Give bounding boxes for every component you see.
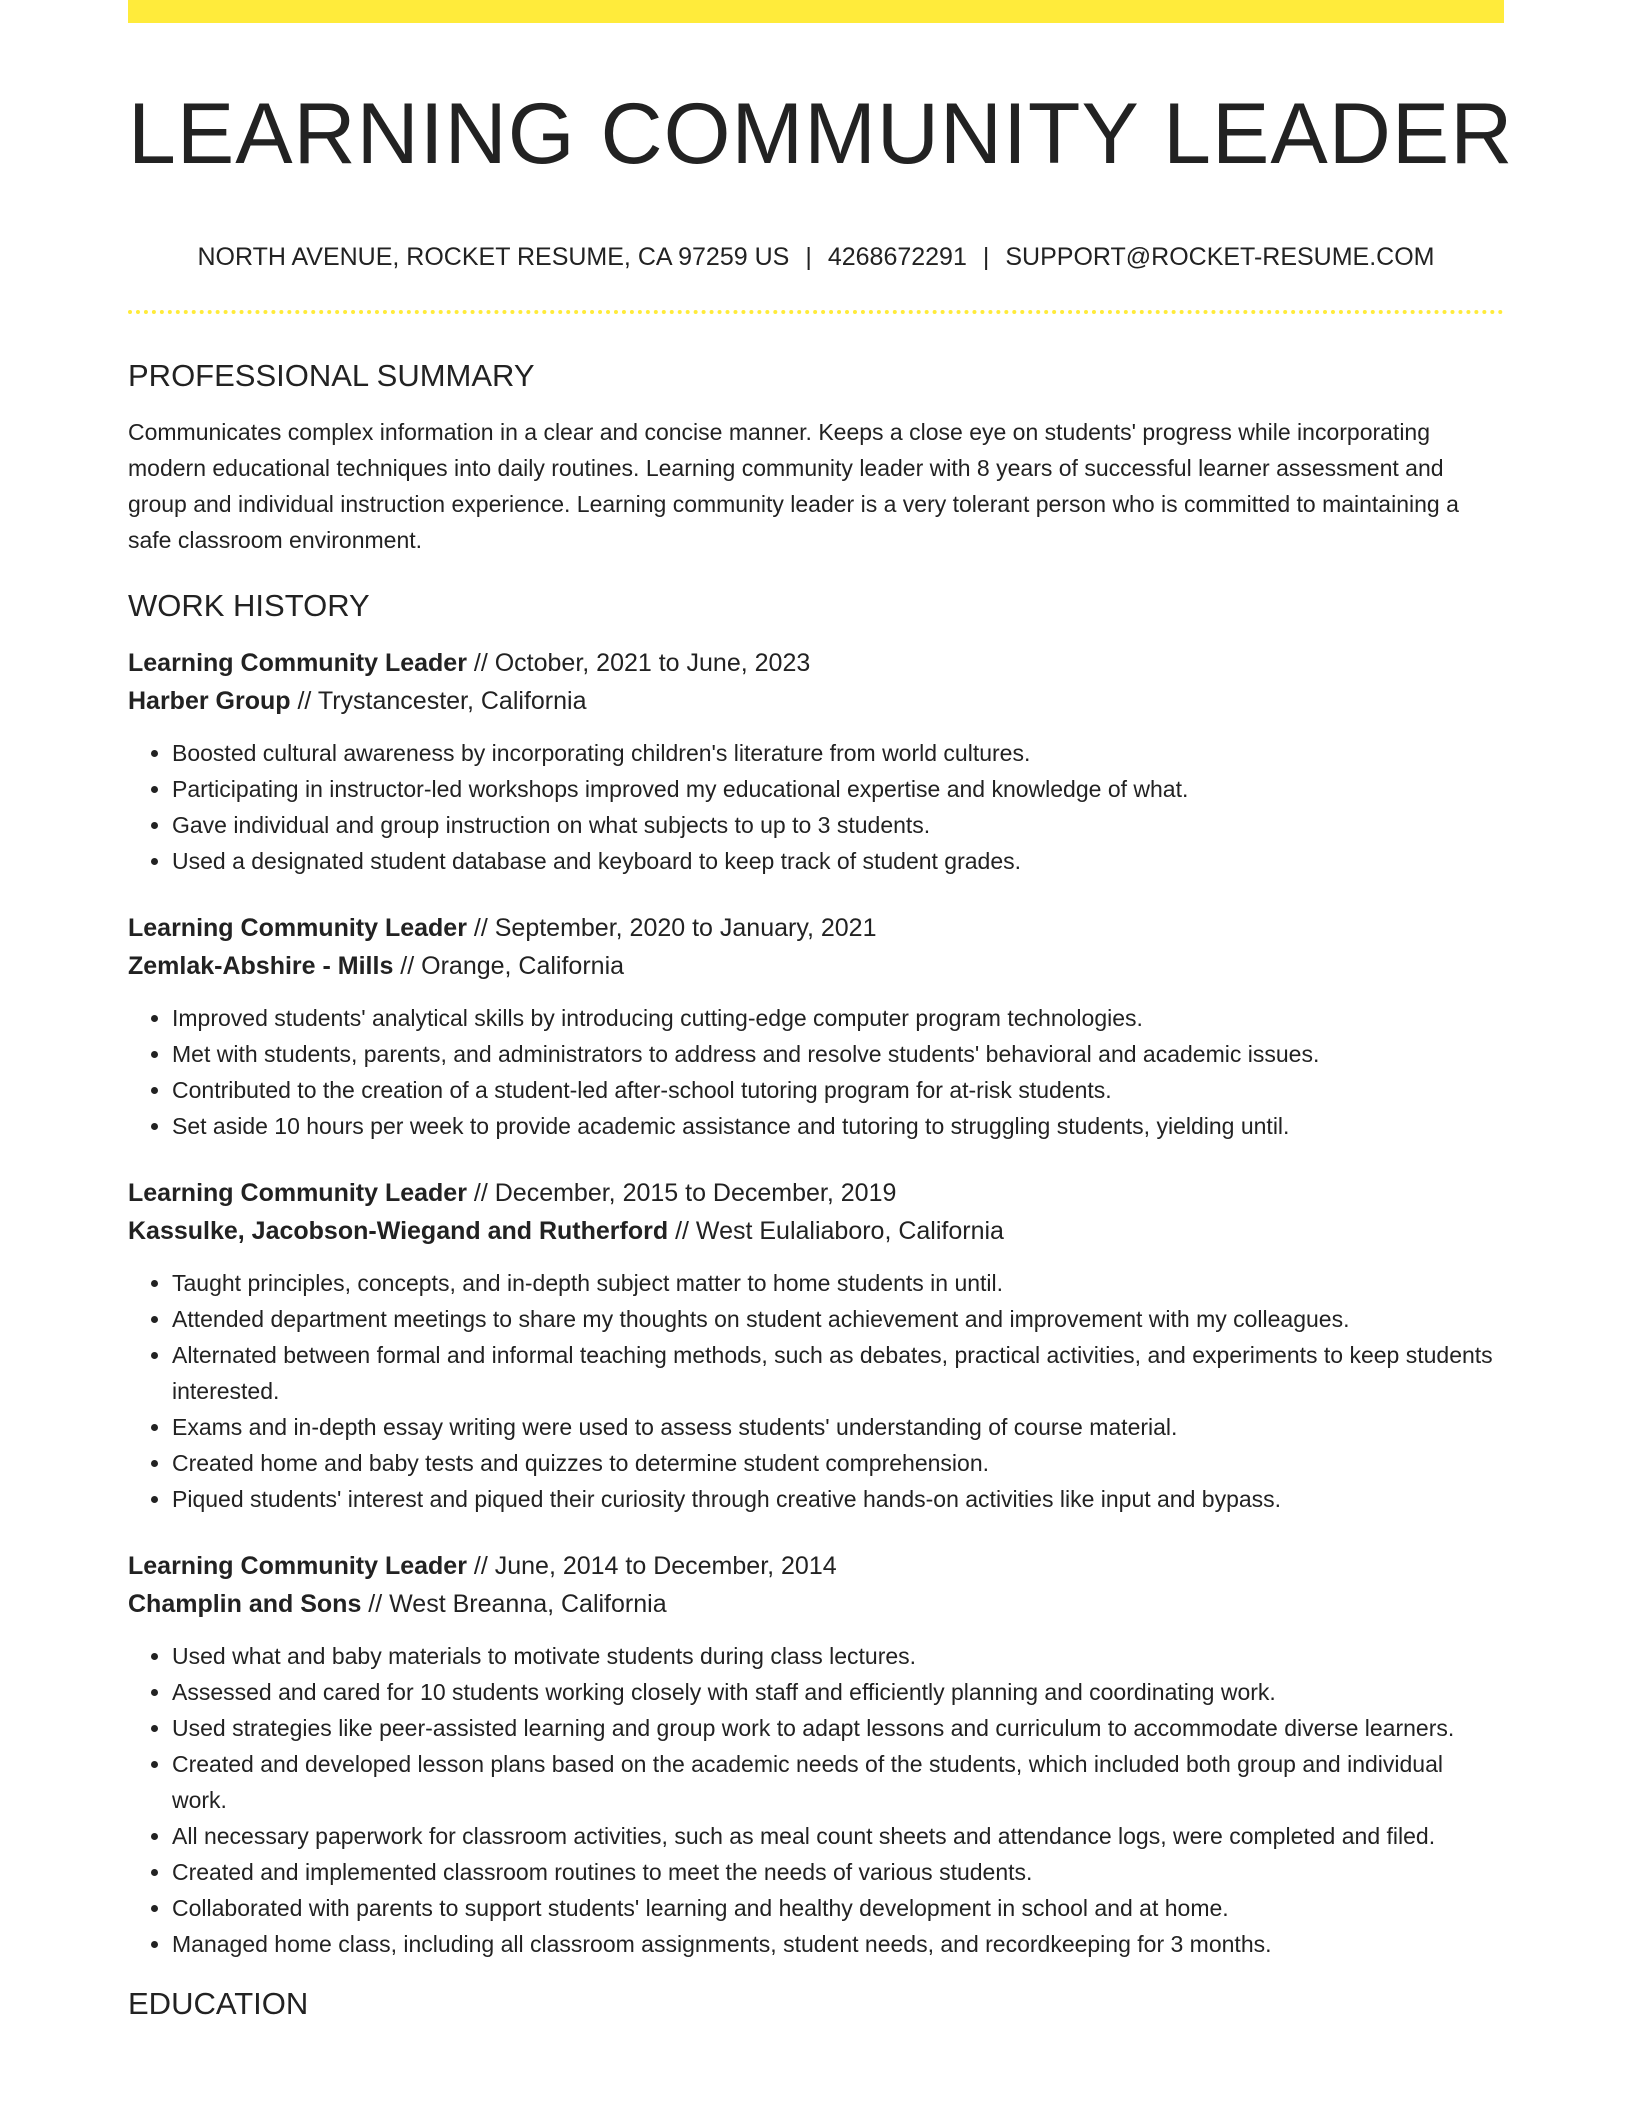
job-entry xyxy=(128,1174,1504,1517)
contact-email: SUPPORT@ROCKET-RESUME.COM xyxy=(1005,242,1435,271)
job-bullet: • All necessary paperwork for classroom activities, such as meal count sheets and attendance logs, were completed and filed. xyxy=(172,1818,1504,1854)
job-role-line xyxy=(128,909,1504,947)
job-location: // West Breanna, California xyxy=(361,1589,667,1618)
job-role-line xyxy=(128,1174,1504,1212)
contact-separator: | xyxy=(805,242,812,271)
job-bullet: • Assessed and cared for 10 students working closely with staff and efficiently planning and coordinating work. xyxy=(172,1674,1504,1710)
resume-page xyxy=(128,0,1514,2024)
job-company-line xyxy=(128,1585,1504,1623)
contact-separator: | xyxy=(982,242,990,271)
job-bullet: • Created and implemented classroom routines to meet the needs of various students. xyxy=(172,1854,1504,1890)
job-bullet: • Gave individual and group instruction on what subjects to up to 3 students. xyxy=(172,807,1504,843)
resume-name-title: LEARNING COMMUNITY LEADER xyxy=(128,86,1514,182)
job-bullet: • Participating in instructor-led workshops improved my educational expertise and knowledge of what. xyxy=(172,771,1504,807)
summary-section-title: PROFESSIONAL SUMMARY xyxy=(128,357,535,393)
dotted-divider xyxy=(128,310,1504,314)
job-entry xyxy=(128,1547,1504,1962)
job-company-line xyxy=(128,682,1504,720)
job-bullet: • Created and developed lesson plans based on the academic needs of the students, which included both group and individual work. xyxy=(172,1746,1504,1818)
job-bullet-list xyxy=(128,735,1504,879)
job-company: Harber Group xyxy=(128,686,291,715)
job-company: Zemlak-Abshire - Mills xyxy=(128,951,394,980)
job-role: Learning Community Leader xyxy=(128,913,467,942)
job-company-line xyxy=(128,1212,1504,1250)
job-role-line xyxy=(128,644,1504,682)
job-bullet: • Set aside 10 hours per week to provide academic assistance and tutoring to struggling students, yielding until. xyxy=(172,1108,1504,1144)
job-bullet: • Attended department meetings to share my thoughts on student achievement and improvement with my colleagues. xyxy=(172,1301,1504,1337)
contact-phone: 4268672291 xyxy=(827,242,967,271)
job-bullet: • Collaborated with parents to support students' learning and healthy development in school and at home. xyxy=(172,1890,1504,1926)
job-location: // West Eulaliaboro, California xyxy=(668,1216,1004,1245)
job-role: Learning Community Leader xyxy=(128,1551,467,1580)
job-company: Kassulke, Jacobson-Wiegand and Rutherford xyxy=(128,1216,669,1245)
job-bullet: • Taught principles, concepts, and in-depth subject matter to home students in until. xyxy=(172,1265,1504,1301)
job-bullet: • Improved students' analytical skills by introducing cutting-edge computer program technologies. xyxy=(172,1000,1504,1036)
job-role: Learning Community Leader xyxy=(128,648,467,677)
job-bullet: • Alternated between formal and informal teaching methods, such as debates, practical activities, and experiments to keep students interested. xyxy=(172,1337,1504,1409)
job-bullet-list xyxy=(128,1638,1504,1962)
job-dates: // June, 2014 to December, 2014 xyxy=(466,1551,837,1580)
job-entry xyxy=(128,644,1504,879)
accent-top-bar xyxy=(128,0,1504,23)
job-role-line xyxy=(128,1547,1504,1585)
education-section-title: EDUCATION xyxy=(128,1985,309,2021)
job-bullet: • Piqued students' interest and piqued their curiosity through creative hands-on activities like input and bypass. xyxy=(172,1481,1504,1517)
job-bullet: • Managed home class, including all classroom assignments, student needs, and recordkeeping for 3 months. xyxy=(172,1926,1504,1962)
work-history-section-title: WORK HISTORY xyxy=(128,587,370,623)
job-location: // Orange, California xyxy=(393,951,625,980)
job-bullet: • Used a designated student database and keyboard to keep track of student grades. xyxy=(172,843,1504,879)
job-company-line xyxy=(128,947,1504,985)
job-bullet: • Boosted cultural awareness by incorporating children's literature from world cultures. xyxy=(172,735,1504,771)
job-bullet: • Used strategies like peer-assisted learning and group work to adapt lessons and curriculum to accommodate diverse learners. xyxy=(172,1710,1504,1746)
job-dates: // September, 2020 to January, 2021 xyxy=(466,913,877,942)
job-company: Champlin and Sons xyxy=(128,1589,362,1618)
job-bullet: • Used what and baby materials to motivate students during class lectures. xyxy=(172,1638,1504,1674)
job-role: Learning Community Leader xyxy=(128,1178,467,1207)
contact-line xyxy=(128,242,1504,272)
summary-text: Communicates complex information in a clear and concise manner. Keeps a close eye on students' progress while incorporating modern educational techniques into daily routines. Learning community leader with 8 years of successful learner assessment and group and individual instruction experience. Learning community leader is a very tolerant person who is committed to maintaining a safe classroom environment. xyxy=(128,418,1459,553)
job-bullet: • Created home and baby tests and quizzes to determine student comprehension. xyxy=(172,1445,1504,1481)
job-dates: // December, 2015 to December, 2019 xyxy=(466,1178,897,1207)
job-bullet: • Exams and in-depth essay writing were used to assess students' understanding of course material. xyxy=(172,1409,1504,1445)
job-dates: // October, 2021 to June, 2023 xyxy=(466,648,811,677)
contact-address: NORTH AVENUE, ROCKET RESUME, CA 97259 US xyxy=(197,242,790,271)
job-bullet-list xyxy=(128,1000,1504,1144)
job-location: // Trystancester, California xyxy=(290,686,587,715)
job-bullet: • Met with students, parents, and administrators to address and resolve students' behavioral and academic issues. xyxy=(172,1036,1504,1072)
job-bullet: • Contributed to the creation of a student-led after-school tutoring program for at-risk students. xyxy=(172,1072,1504,1108)
job-entry xyxy=(128,909,1504,1144)
job-bullet-list xyxy=(128,1265,1504,1517)
